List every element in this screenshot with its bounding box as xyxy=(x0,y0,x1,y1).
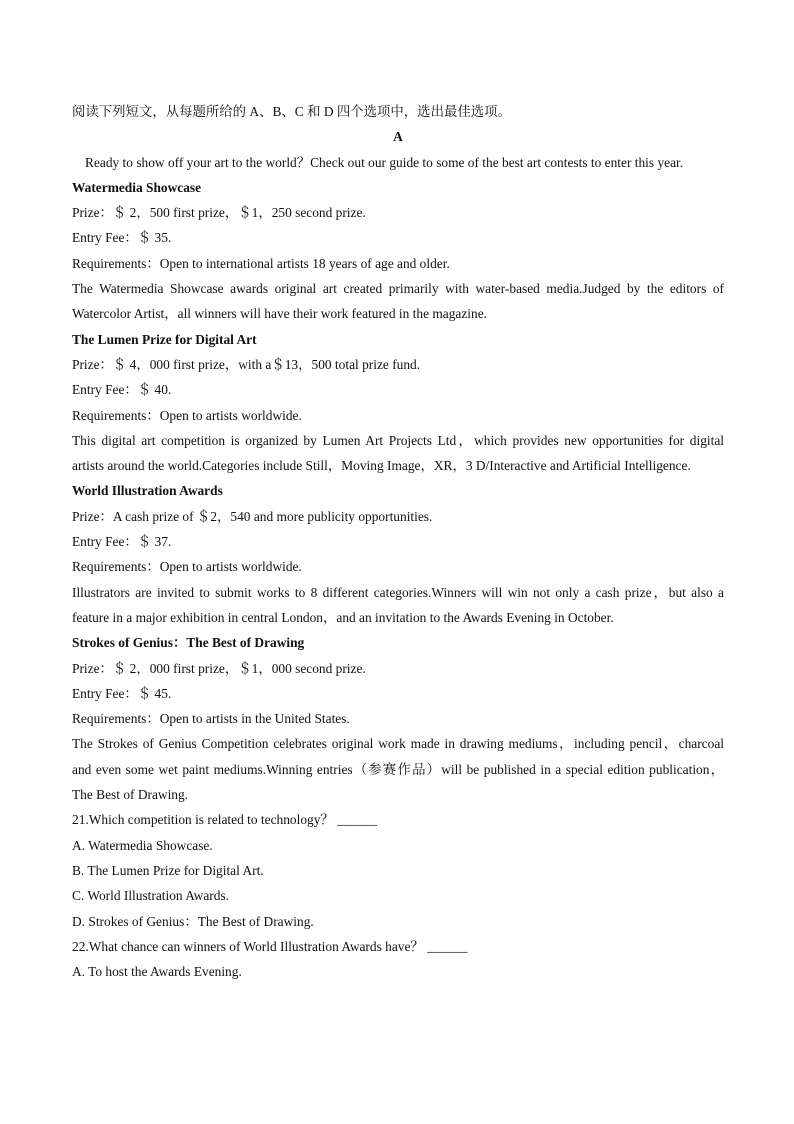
contest-description-line: artists around the world.Categories include Still，Moving Image，XR，3 D/Interactive and Artificial Intelligence. xyxy=(72,458,691,474)
contest-requirements: Requirements：Open to artists worldwide. xyxy=(72,407,302,423)
contest-description-line: feature in a major exhibition in central London，and an invitation to the Awards Evening in October. xyxy=(72,609,614,625)
contest-prize: Prize：A cash prize of ＄2，540 and more publicity opportunities. xyxy=(72,508,433,524)
contest-description-line: The Strokes of Genius Competition celebrates original work made in drawing mediums，including pencil，charcoal xyxy=(72,736,724,752)
contest-fee: Entry Fee：＄ 37. xyxy=(72,534,172,550)
contest-title: Strokes of Genius：The Best of Drawing xyxy=(72,635,305,651)
contest-lumen xyxy=(72,327,724,479)
contest-description-line: Watercolor Artist，all winners will have their work featured in the magazine. xyxy=(72,306,488,322)
contest-strokes-of-genius xyxy=(72,630,724,807)
contest-watermedia xyxy=(72,175,724,327)
passage xyxy=(72,99,724,984)
question-option: A. Watermedia Showcase. xyxy=(72,837,213,853)
contest-requirements: Requirements：Open to artists worldwide. xyxy=(72,559,302,575)
contest-fee: Entry Fee：＄ 35. xyxy=(72,230,172,246)
question-option: A. To host the Awards Evening. xyxy=(72,964,242,980)
question-21 xyxy=(72,807,724,933)
section-label: A xyxy=(393,129,403,145)
question-stem: 22.What chance can winners of World Illustration Awards have？ ______ xyxy=(72,938,468,954)
contest-prize: Prize：＄ 4，000 first prize，with a＄13，500 total prize fund. xyxy=(72,356,421,372)
contest-description-line: Illustrators are invited to submit works to 8 different categories.Winners will win not only a cash prize，but also a xyxy=(72,584,724,600)
question-option: B. The Lumen Prize for Digital Art. xyxy=(72,862,264,878)
contest-description-line: The Watermedia Showcase awards original art created primarily with water-based media.Judged by the editors of xyxy=(72,281,724,297)
contest-title: World Illustration Awards xyxy=(72,483,223,499)
question-option: D. Strokes of Genius：The Best of Drawing. xyxy=(72,913,314,929)
contest-prize: Prize：＄ 2，500 first prize，＄1，250 second prize. xyxy=(72,205,366,221)
contest-requirements: Requirements：Open to artists in the United States. xyxy=(72,711,350,727)
contest-description-line: This digital art competition is organized by Lumen Art Projects Ltd，which provides new opportunities for digital xyxy=(72,432,724,448)
contest-world-illustration xyxy=(72,478,724,630)
contest-requirements: Requirements：Open to international artists 18 years of age and older. xyxy=(72,255,450,271)
contest-title: Watermedia Showcase xyxy=(72,179,202,195)
instruction: 阅读下列短文，从每题所给的 A、B、C 和 D 四个选项中，选出最佳选项。 xyxy=(72,104,511,119)
contest-description-line: The Best of Drawing. xyxy=(72,787,189,803)
question-option: C. World Illustration Awards. xyxy=(72,888,230,904)
contest-title: The Lumen Prize for Digital Art xyxy=(72,331,257,347)
question-22 xyxy=(72,934,724,985)
contest-fee: Entry Fee：＄ 40. xyxy=(72,382,172,398)
contest-prize: Prize：＄ 2，000 first prize，＄1，000 second prize. xyxy=(72,660,366,676)
question-stem: 21.Which competition is related to technology？ ______ xyxy=(72,812,378,828)
contest-fee: Entry Fee：＄ 45. xyxy=(72,685,172,701)
contest-description-line: and even some wet paint mediums.Winning entries（参赛作品）will be published in a special edition publication， xyxy=(72,761,724,777)
intro-paragraph: Ready to show off your art to the world？Check out our guide to some of the best art contests to enter this year. xyxy=(85,154,684,170)
